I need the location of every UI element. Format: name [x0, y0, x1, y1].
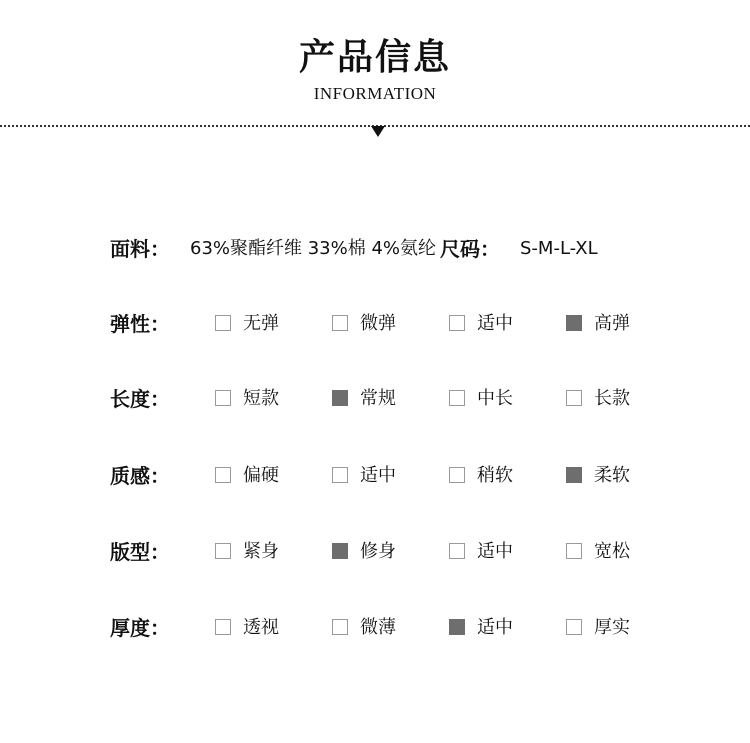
unchecked-box-icon	[566, 390, 582, 406]
option-label: 厚实	[594, 617, 630, 638]
attribute-label: 质感：	[110, 464, 170, 488]
option-label: 常规	[360, 388, 396, 409]
page-subtitle: INFORMATION	[313, 84, 437, 103]
checked-box-icon	[449, 619, 465, 635]
down-triangle-icon	[371, 126, 385, 137]
attribute-label: 长度：	[110, 387, 170, 411]
option-label: 柔软	[594, 465, 630, 486]
option-label: 适中	[477, 541, 513, 562]
option-label: 紧身	[243, 541, 279, 562]
attribute-label: 弹性：	[110, 312, 170, 336]
attribute-label: 厚度：	[110, 616, 170, 640]
unchecked-box-icon	[449, 315, 465, 331]
option-label: 中长	[477, 388, 513, 409]
attribute-label: 版型：	[110, 540, 170, 564]
fabric-label: 面料：	[110, 237, 170, 261]
option-label: 修身	[360, 541, 396, 562]
option-label: 适中	[477, 617, 513, 638]
checked-box-icon	[566, 467, 582, 483]
page-title: 产品信息	[298, 37, 451, 78]
option-label: 适中	[477, 313, 513, 334]
unchecked-box-icon	[449, 543, 465, 559]
checked-box-icon	[566, 315, 582, 331]
size-label: 尺码：	[440, 237, 500, 261]
checked-box-icon	[332, 543, 348, 559]
fabric-value: 63%聚酯纤维 33%棉 4%氨纶	[190, 238, 437, 259]
unchecked-box-icon	[449, 467, 465, 483]
option-label: 高弹	[594, 313, 630, 334]
unchecked-box-icon	[566, 619, 582, 635]
option-label: 长款	[594, 388, 630, 409]
unchecked-box-icon	[215, 619, 231, 635]
option-label: 适中	[360, 465, 396, 486]
unchecked-box-icon	[332, 467, 348, 483]
option-label: 微薄	[360, 617, 396, 638]
unchecked-box-icon	[215, 543, 231, 559]
option-label: 宽松	[594, 541, 630, 562]
unchecked-box-icon	[566, 543, 582, 559]
unchecked-box-icon	[449, 390, 465, 406]
unchecked-box-icon	[215, 390, 231, 406]
unchecked-box-icon	[332, 619, 348, 635]
option-label: 偏硬	[243, 465, 279, 486]
option-label: 微弹	[360, 313, 396, 334]
option-label: 短款	[243, 388, 279, 409]
checked-box-icon	[332, 390, 348, 406]
option-label: 透视	[243, 617, 279, 638]
unchecked-box-icon	[215, 315, 231, 331]
size-value: S-M-L-XL	[520, 238, 598, 259]
unchecked-box-icon	[332, 315, 348, 331]
unchecked-box-icon	[215, 467, 231, 483]
option-label: 无弹	[243, 313, 279, 334]
option-label: 稍软	[477, 465, 513, 486]
